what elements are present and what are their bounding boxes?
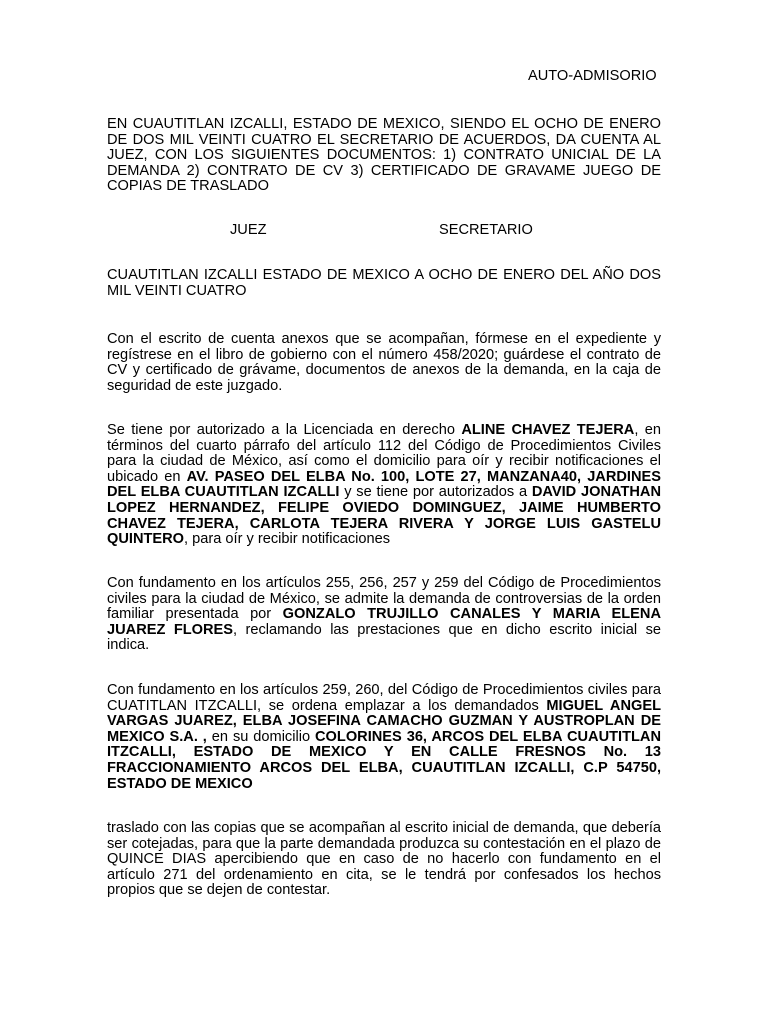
document-title: AUTO-ADMISORIO xyxy=(528,68,657,84)
date-paragraph: CUAUTITLAN IZCALLI ESTADO DE MEXICO A OCHO DE ENERO DEL AÑO DOS MIL VEINTI CUATRO xyxy=(107,267,661,299)
opening-paragraph: EN CUAUTITLAN IZCALLI, ESTADO DE MEXICO, SIENDO EL OCHO DE ENERO DE DOS MIL VEINTI CUATRO EL SECRETARIO DE ACUERDOS, DA CUENTA AL JUEZ, CON LOS SIGUIENTES DOCUMENTOS: 1) CONTRATO UNICIAL DE LA DEMANDA 2) CONTRATO DE CV 3) CERTIFICADO DE GRAVAME JUEGO DE COPIAS DE TRASLADO xyxy=(107,116,661,195)
summons-paragraph xyxy=(107,683,661,792)
secretary-signature-label: SECRETARIO xyxy=(439,222,533,238)
filing-paragraph: Con el escrito de cuenta anexos que se acompañan, fórmese en el expediente y regístrese en el libro de gobierno con el número 458/2020; guárdese el contrato de CV y certificado de grávame, documentos de anexos de la demanda, en la caja de seguridad de este juzgado. xyxy=(107,331,661,394)
text-span: Se tiene por autorizado a la Licenciada en derecho xyxy=(107,422,462,438)
text-span: y se tiene por autorizados a xyxy=(339,484,532,501)
transfer-paragraph: traslado con las copias que se acompañan al escrito inicial de demanda, que debería ser cotejadas, para que la parte demandada produzca su contestación en el plazo de QUINCE DIAS apercibiendo que en caso de no hacerlo con fundamento en el artículo 271 del ordenamiento en cita, se le tendrá por confesados los hechos propios que se dejen de contestar. xyxy=(107,820,661,899)
bold-span: GONZALO TRUJILLO CANALES Y MARIA ELENA JUAREZ FLORES xyxy=(107,606,661,638)
text-span: , en términos del cuarto párrafo del artículo 112 del Código de Procedimientos Civiles para la ciudad de México, así como el domicilio para oír y recibir notificaciones el ubicado en xyxy=(107,422,662,485)
bold-span: MIGUEL ANGEL VARGAS JUAREZ, ELBA JOSEFINA CAMACHO GUZMAN Y AUSTROPLAN DE MEXICO S.A. , xyxy=(107,697,661,745)
bold-span: ALINE CHAVEZ TEJERA xyxy=(461,422,635,438)
text-span: , reclamando las prestaciones que en dicho escrito inicial se indica. xyxy=(107,621,661,654)
judge-signature-label: JUEZ xyxy=(230,222,267,238)
admission-paragraph xyxy=(107,576,661,654)
text-span: Con fundamento en los artículos 259, 260, del Código de Procedimientos civiles para CUATITLAN ITZCALLI, se ordena emplazar a los demandados xyxy=(107,682,661,714)
bold-span: DAVID JONATHAN LOPEZ HERNANDEZ, FELIPE OVIEDO DOMINGUEZ, JAIME HUMBERTO CHAVEZ TEJERA, CARLOTA TEJERA RIVERA Y JORGE LUIS GASTELU QUINTERO xyxy=(107,484,661,548)
authorization-paragraph xyxy=(107,423,661,548)
bold-span: AV. PASEO DEL ELBA No. 100, LOTE 27, MANZANA40, JARDINES DEL ELBA CUAUTITLAN IZCALLI xyxy=(107,468,661,501)
bold-span: COLORINES 36, ARCOS DEL ELBA CUAUTITLAN ITZCALLI, ESTADO DE MEXICO Y EN CALLE FRESNOS No. 13 FRACCIONAMIENTO ARCOS DEL ELBA, CUAUTITLAN IZCALLI, C.P 54750, ESTADO DE MEXICO xyxy=(107,728,662,792)
text-span: Con fundamento en los artículos 255, 256, 257 y 259 del Código de Procedimientos civiles para la ciudad de México, se admite la demanda de controversias de la orden familiar presentada por xyxy=(107,575,661,623)
text-span: , para oír y recibir notificaciones xyxy=(184,531,391,548)
text-span: en su domicilio xyxy=(206,728,316,745)
